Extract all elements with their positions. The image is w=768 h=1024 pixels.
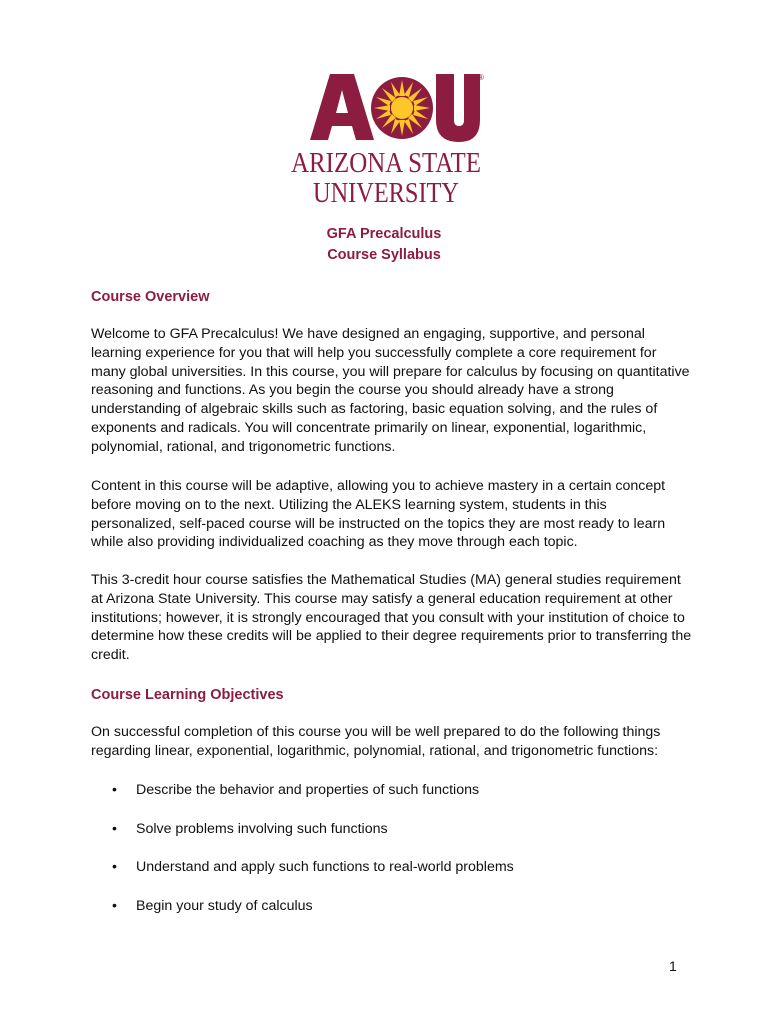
bullet-icon: • [112,782,117,798]
page-number: 1 [669,958,677,974]
text-line: polynomial, rational, and trigonometric functions. [91,438,396,455]
logo-sunburst-icon [371,77,433,139]
text-line: while also providing individualized coaching as they move through each topic. [91,534,578,551]
logo-letter-a [310,74,374,140]
logo-wordmark-line1: ARIZONA STATE [291,148,481,179]
asu-logo [286,70,486,210]
overview-paragraph-1 [91,325,691,457]
objectives-intro [91,723,691,761]
bullet-icon: • [112,859,117,875]
text-line: credit. [91,647,130,664]
text-line: regarding linear, exponential, logarithmic, polynomial, rational, and trigonometric functions: [91,742,659,759]
list-item-text: Describe the behavior and properties of such functions [136,782,480,798]
text-line: exponents and radicals. You will concentrate primarily on linear, exponential, logarithmic, [91,419,647,436]
text-line: at Arizona State University. This course may satisfy a general education requirement at other [91,590,673,607]
text-line: This 3-credit hour course satisfies the Mathematical Studies (MA) general studies requirement [91,572,681,588]
bullet-icon: • [112,898,117,914]
text-line: Welcome to GFA Precalculus! We have designed an engaging, supportive, and personal [91,326,645,342]
text-line: learning experience for you that will help you successfully complete a core requirement for [91,344,657,361]
bullet-icon: • [112,821,117,837]
logo-letter-u [436,74,480,142]
document-subtitle: Course Syllabus [327,247,441,263]
text-line: before moving on to the next. Utilizing the ALEKS learning system, students in this [91,496,607,513]
text-line: On successful completion of this course you will be well prepared to do the following things [91,724,661,740]
text-line: institutions; however, it is strongly encouraged that you consult with your institution of choice to [91,609,685,626]
text-line: understanding of algebraic skills such as factoring, basic equation solving, and the rules of [91,401,658,418]
text-line: Content in this course will be adaptive, allowing you to achieve mastery in a certain concept [91,478,666,494]
text-line: reasoning and functions. As you begin the course you should already have a strong [91,382,614,399]
text-line: many global universities. In this course, you will prepare for calculus by focusing on quantitative [91,363,690,380]
registered-mark: ® [478,73,484,82]
asu-logo-graphic [286,70,486,210]
overview-paragraph-2 [91,477,691,552]
list-item-text: Solve problems involving such functions [136,821,388,837]
text-line: personalized, self-paced course will be instructed on the topics they are most ready to learn [91,515,666,532]
text-line: determine how these credits will be applied to their degree requirements prior to transferring the [91,628,692,645]
learning-objectives-heading: Course Learning Objectives [91,687,284,703]
document-title: GFA Precalculus [326,226,442,242]
course-overview-heading: Course Overview [91,289,210,305]
list-item-text: Understand and apply such functions to real-world problems [136,859,514,875]
overview-paragraph-3 [91,571,691,665]
logo-wordmark-line2: UNIVERSITY [313,178,459,209]
list-item-text: Begin your study of calculus [136,898,313,914]
